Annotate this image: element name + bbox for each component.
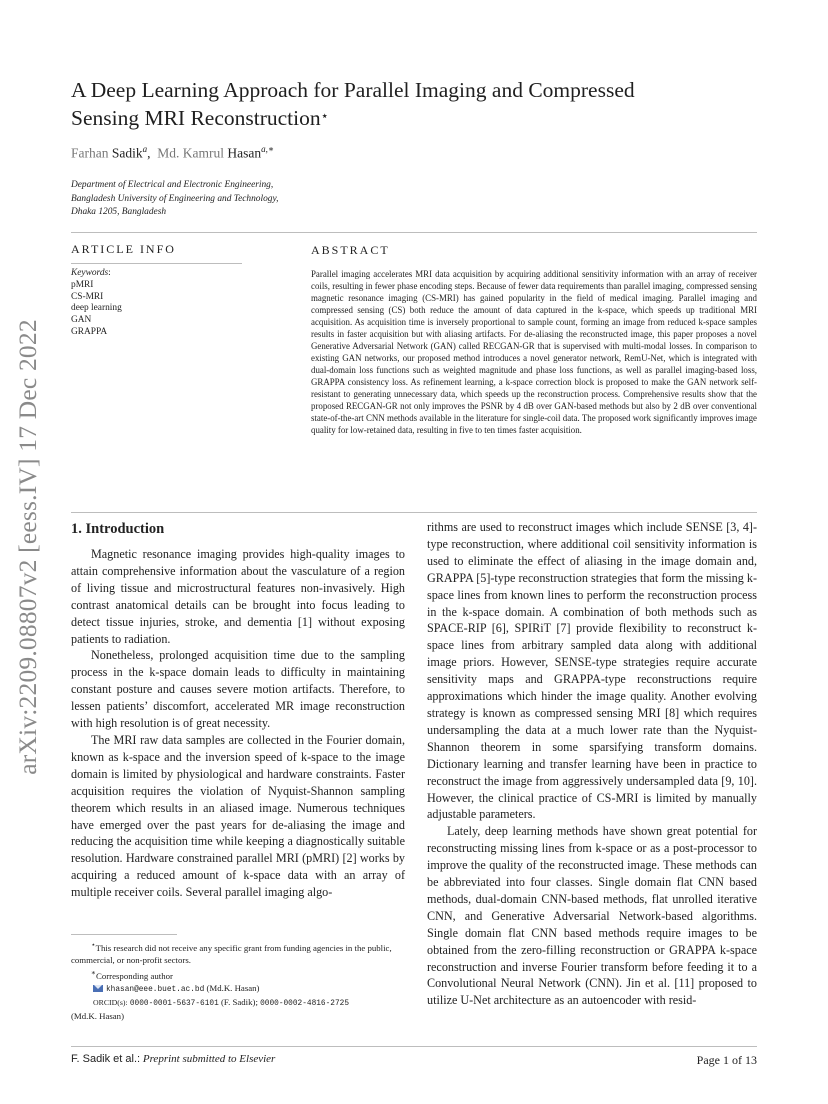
keyword: deep learning [71, 303, 122, 314]
page-number: Page 1 of 13 [696, 1053, 757, 1067]
article-info-heading: ARTICLE INFO [71, 242, 176, 256]
author-surname: Hasan [227, 145, 262, 161]
keywords-block: Keywords: pMRI CS-MRI deep learning GAN GRAPPA [71, 268, 122, 337]
keywords-label: Keywords [71, 268, 109, 278]
right-column [427, 519, 757, 1009]
email-link[interactable]: khasan@eee.buet.ac.bd [106, 985, 205, 994]
author-given: Md. Kamrul [157, 145, 225, 161]
paragraph: Nonetheless, prolonged acquisition time due to the sampling process in the k-space domain leads to difficulty in maintaining constant posture and causes severe motion artifacts. Therefore, to lessen patients’ discomfort, accelerated MR image reconstruction with high resolution is of great necessity. [71, 648, 405, 731]
author-list: Farhan Sadik$^a$, Md. Kamrul Hasan$^{a,∗}$ [71, 144, 275, 161]
footnotes: ⋆This research did not receive any specific grant from funding agencies in the public, commercial, or non-profit sectors. ∗Corresponding author khasan@eee.buet.ac.bd (Md.K. Hasan) ORCID(s): 0000-0001-5637-6101 (F. Sadik); 0000-0002-4816-2725 (Md.K. Hasan) [71, 940, 392, 1022]
section-heading: 1. Introduction [71, 521, 165, 537]
footer-divider [71, 1046, 757, 1047]
left-column [71, 546, 405, 901]
abstract-text: Parallel imaging accelerates MRI data acquisition by acquiring additional sensitivity information with an array of receiver coils, resulting in fewer phase encoding steps. Because of fewer data requirements than parallel imaging, compressed sensing magnetic resonance imaging (CS-MRI) has gained popularity in the field of medical imaging. Parallel imaging and compressed sensing (CS) both reduce the amount of data captured in the k-space, which speeds up traditional MRI acquisition. As acquisition time is inversely proportional to sample count, forming an image from reduced k-space samples results in faster acquisition but with aliasing artifacts. For de-aliasing the reconstructed image, this paper proposes a novel Generative Adversarial Network (GAN) called RECGAN-GR that is supervised with multi-modal losses. In comparison to existing GAN networks, our proposed method introduces a novel generator network, RemU-Net, which is integrated with dual-domain loss functions such as weighted magnitude and phase loss functions, as well as parallel imaging-based loss, GRAPPA consistency loss. As refinement learning, a k-space correction block is proposed to make the GAN network self-resistant to generating unnecessary data, which speeds up the reconstruction process. Comprehensive results show that the proposed RECGAN-GR not only improves the PSNR by 4 dB over GAN-based methods but also by 2 dB over conventional state-of-the-art CNN methods available in the literature for single-coil data. The proposed work significantly improves image quality for low-retained data, resulting in five to ten times faster acquisition. [311, 269, 757, 435]
arxiv-stamp: arXiv:2209.08807v2 [eess.IV] 17 Dec 2022 [13, 319, 42, 775]
grant-note: This research did not receive any specific grant from funding agencies in the public, commercial, or non-profit sectors. [71, 942, 392, 966]
keyword: GRAPPA [71, 326, 108, 337]
paragraph: rithms are used to reconstruct images which include SENSE [3, 4]-type reconstruction, where additional coil sensitivity information is used to eliminate the effect of aliasing in the image domain and, GRAPPA [5]-type reconstruction strategies that form the missing k-space lines from known lines to perform the reconstruction process in the k-space domain. A combination of both methods such as SPACE-RIP [6], SPIRiT [7] provide flexibility to reconstruct k-space lines from arbitrary sampled data along with additional image priors. However, SENSE-type strategies require accurate sensitivity maps and GRAPPA-type reconstructions require approximations which hinder the image quality. Another evolving strategy is known as compressed sensing MRI [8] which requires undersampling the data at a much lower rate than the Nyquist-Shannon theorem in some sparsifying transform domains. Dictionary learning and transfer learning have been in practice to reconstruct the image from aggressively undersampled data [9, 10]. However, the clinical practice of CS-MRI is limited by manually adjustable parameters. [427, 520, 757, 822]
paragraph: Magnetic resonance imaging provides high-quality images to attain comprehensive information about the vasculature of a region of living tissue and microstructural features non-invasively. High contrast anatomical details can be brought into focus leading to detect tissue injuries, stroke, and dementia [1] without exposing patients to radiation. [71, 547, 405, 646]
keyword: pMRI [71, 279, 94, 290]
title-footnote-mark: ⋆ [320, 108, 329, 123]
author-given: Farhan [71, 145, 109, 161]
paragraph: Lately, deep learning methods have shown great potential for reconstructing missing lines from k-space or as a post-processor to improve the quality of the reconstructed image. These methods can be abbreviated into four classes. Single domain flat CNN based methods, dual-domain CNN-based methods, flat unrolled iterative CNN, and Generative Adversarial Network-based algorithms. Single domain flat CNN based methods require images to be obtained from the zero-filling reconstruction or GRAPPA k-space reconstruction and inverse Fourier transform before feeding it to a Convolutional Neural Network (CNN). Jin et al. [11] proposed to utilize U-Net architecture as an autoencoder with resid- [427, 824, 757, 1008]
orcid-link[interactable]: 0000-0001-5637-6101 [129, 1000, 219, 1009]
keyword: GAN [71, 315, 92, 326]
orcid-link[interactable]: 0000-0002-4816-2725 [260, 1000, 350, 1009]
keyword: CS-MRI [71, 291, 104, 302]
abstract-heading: ABSTRACT [311, 243, 390, 257]
paragraph: The MRI raw data samples are collected in the Fourier domain, known as k-space and the inversion speed of k-space to the image domain is limited by physiological and hardware constraints. Faster acquisition requires the violation of Nyquist-Shannon sampling theorem which results in an aliased image. Numerous techniques have emerged over the past years for de-aliasing the image and reducing the acquisition time while keeping a diagnostically suitable resolution. Hardware constrained parallel MRI (pMRI) [2] works by acquiring a reduced amount of k-space data with an array of multiple receiver coils. Several parallel imaging algo- [71, 732, 405, 900]
header-divider [71, 232, 757, 233]
footer-left: F. Sadik et al.: Preprint submitted to Elsevier [71, 1053, 276, 1065]
mail-icon [93, 985, 103, 992]
footnote-divider [71, 934, 177, 935]
author-surname: Sadik [111, 145, 143, 161]
paper-title: A Deep Learning Approach for Parallel Imaging and Compressed Sensing MRI Reconstruction⋆ [71, 78, 635, 130]
affiliation: Department of Electrical and Electronic Engineering, Bangladesh University of Engineering and Technology, Dhaka 1205, Bangladesh [71, 180, 279, 217]
abstract-divider [71, 512, 757, 513]
corresponding-note: Corresponding author [95, 970, 173, 981]
article-info-divider [71, 263, 242, 264]
